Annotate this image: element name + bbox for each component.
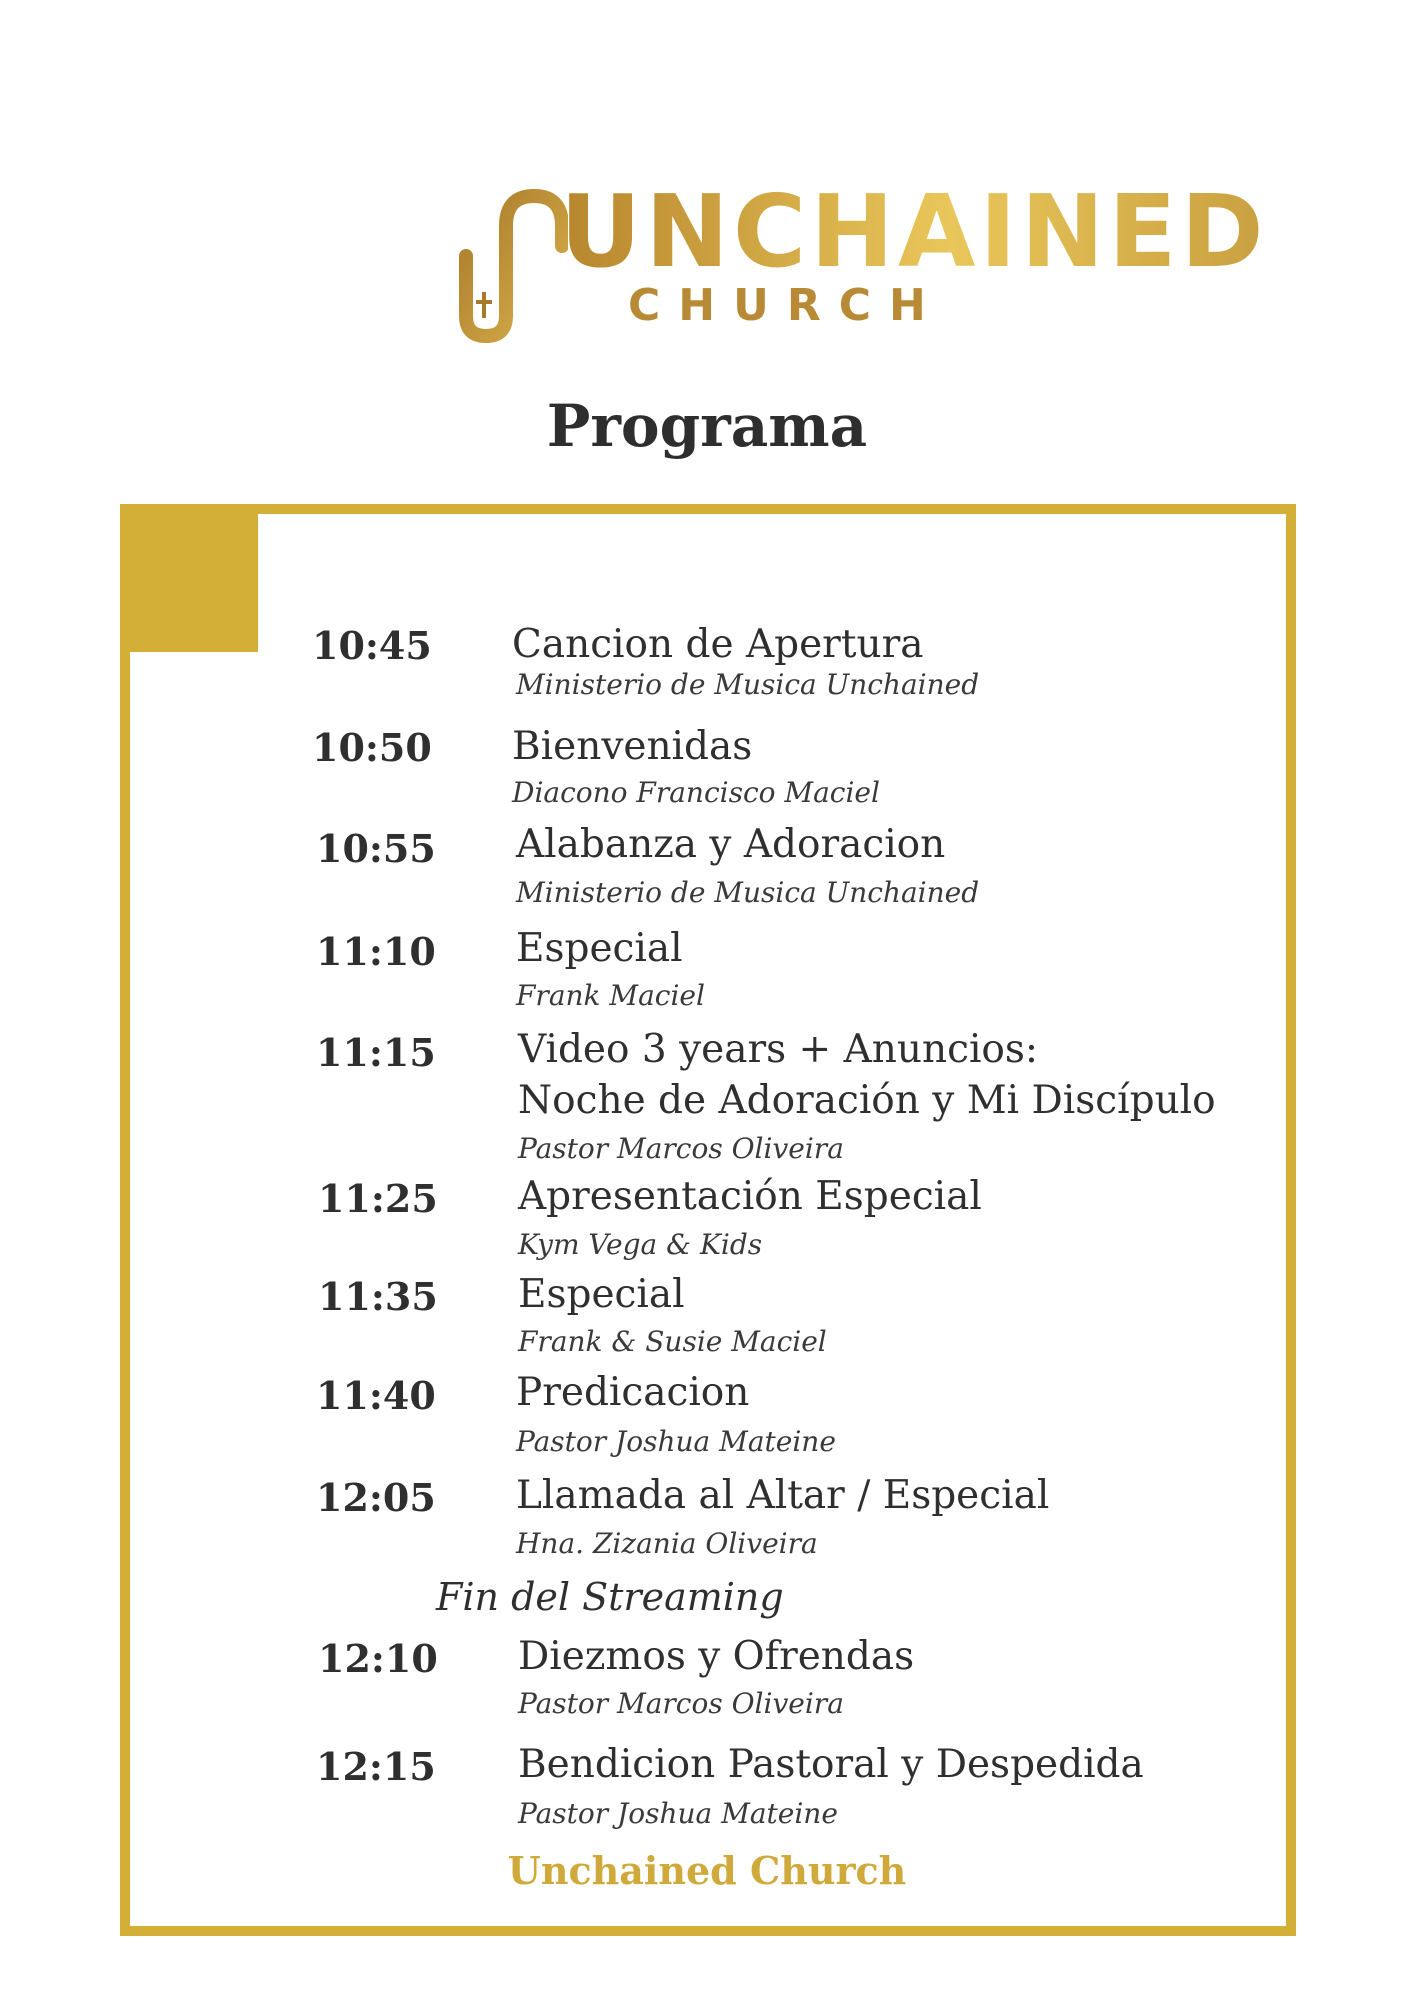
activity-title: Predicacion bbox=[516, 1370, 750, 1415]
page-title: Programa bbox=[546, 392, 868, 460]
activity-presenter: Frank Maciel bbox=[516, 979, 705, 1012]
activity-presenter: Pastor Joshua Mateine bbox=[518, 1797, 838, 1830]
time-label: 11:35 bbox=[318, 1274, 438, 1319]
activity-presenter: Pastor Joshua Mateine bbox=[516, 1425, 836, 1458]
logo-subtitle: CHURCH bbox=[628, 280, 944, 331]
activity-presenter: Ministerio de Musica Unchained bbox=[516, 876, 980, 909]
time-label: 11:10 bbox=[316, 929, 436, 974]
activity-title-line2: Noche de Adoración y Mi Discípulo bbox=[518, 1078, 1216, 1123]
activity-title: Bienvenidas bbox=[512, 724, 753, 769]
activity-title: Cancion de Apertura bbox=[512, 622, 924, 667]
logo-wordmark: UNCHAINED bbox=[560, 173, 1268, 290]
end-of-streaming-note: Fin del Streaming bbox=[436, 1575, 784, 1619]
activity-presenter: Kym Vega & Kids bbox=[518, 1228, 763, 1261]
activity-presenter: Pastor Marcos Oliveira bbox=[518, 1687, 844, 1720]
time-label: 10:55 bbox=[316, 826, 436, 871]
activity-presenter: Pastor Marcos Oliveira bbox=[518, 1132, 844, 1165]
logo-u-cross-icon bbox=[458, 186, 568, 346]
activity-title: Especial bbox=[518, 1272, 685, 1317]
church-logo bbox=[458, 173, 1268, 340]
activity-presenter: Diacono Francisco Maciel bbox=[512, 776, 880, 809]
activity-title: Llamada al Altar / Especial bbox=[516, 1473, 1050, 1518]
time-label: 12:05 bbox=[316, 1475, 436, 1520]
frame-corner-accent bbox=[120, 504, 258, 652]
activity-presenter: Hna. Zizania Oliveira bbox=[516, 1527, 818, 1560]
activity-title: Video 3 years + Anuncios: bbox=[518, 1027, 1039, 1072]
footer-church-name: Unchained Church bbox=[507, 1848, 907, 1893]
activity-title: Alabanza y Adoracion bbox=[516, 822, 946, 867]
activity-presenter: Ministerio de Musica Unchained bbox=[516, 668, 980, 701]
activity-title: Bendicion Pastoral y Despedida bbox=[518, 1742, 1144, 1787]
activity-title: Apresentación Especial bbox=[518, 1174, 982, 1219]
time-label: 12:15 bbox=[316, 1744, 436, 1789]
activity-title: Especial bbox=[516, 926, 683, 971]
time-label: 12:10 bbox=[318, 1636, 438, 1681]
time-label: 10:50 bbox=[312, 725, 432, 770]
time-label: 10:45 bbox=[312, 623, 432, 668]
time-label: 11:15 bbox=[316, 1030, 436, 1075]
time-label: 11:25 bbox=[318, 1176, 438, 1221]
activity-presenter: Frank & Susie Maciel bbox=[518, 1325, 827, 1358]
time-label: 11:40 bbox=[316, 1373, 436, 1418]
activity-title: Diezmos y Ofrendas bbox=[518, 1634, 915, 1679]
